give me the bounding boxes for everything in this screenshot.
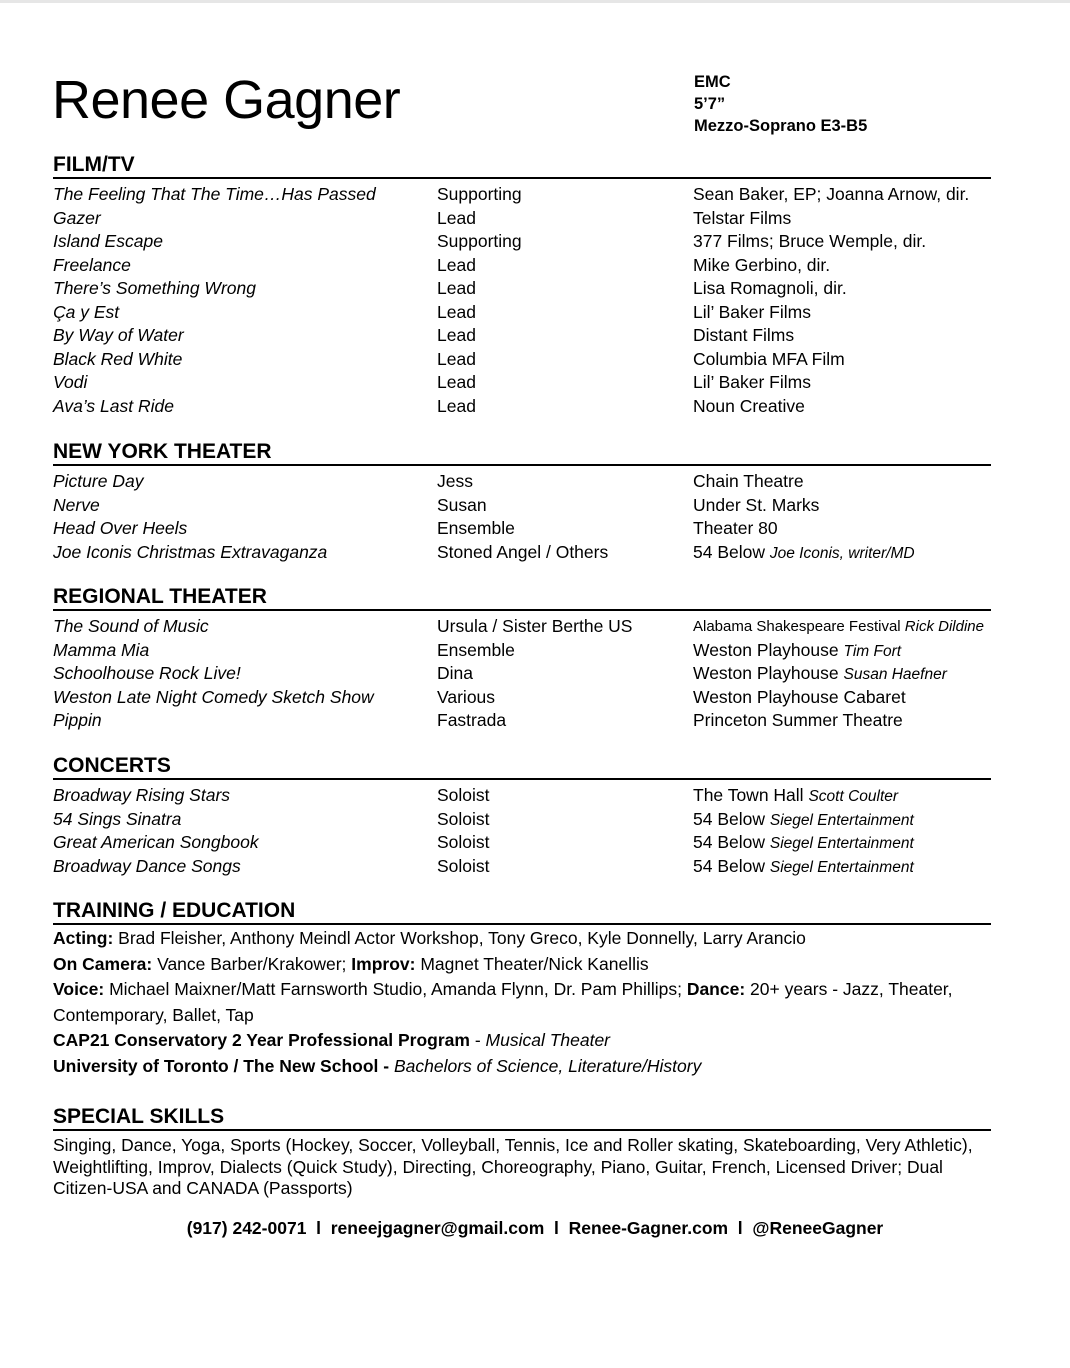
- training-text: Brad Fleisher, Anthony Meindl Actor Workshop, Tony Greco, Kyle Donnelly, Larry Arancio: [113, 928, 806, 948]
- training-text: Acting:: [53, 928, 114, 948]
- voice-type: Mezzo-Soprano E3-B5: [694, 117, 868, 135]
- credit-row: [53, 808, 991, 832]
- section-title: REGIONAL THEATER: [53, 585, 991, 611]
- director-note: Rick Dildine: [904, 618, 984, 635]
- company-name: 54 Below: [693, 541, 765, 562]
- project-title: Broadway Dance Songs: [53, 855, 241, 876]
- credit-row: [53, 686, 991, 710]
- company-name: Theater 80: [693, 518, 778, 538]
- role: Soloist: [437, 832, 490, 852]
- project-title: Mamma Mia: [53, 639, 150, 660]
- company: [693, 254, 830, 278]
- project-title: 54 Sings Sinatra: [53, 808, 182, 829]
- training-text: Dance:: [686, 979, 746, 999]
- credit-list: [53, 615, 991, 733]
- director-note: Siegel Entertainment: [769, 811, 914, 829]
- credit-row: [53, 615, 991, 639]
- skills-text: Singing, Dance, Yoga, Sports (Hockey, Soccer, Volleyball, Tennis, Ice and Roller skating, Skateboarding, Very Athletic), Weightlifting, Improv, Dialects (Quick Study), Directing, Choreography, Piano, Guitar, French, Licensed Driver; Dual Citizen-USA and CANADA (Passports): [53, 1135, 973, 1198]
- section-film-tv: [53, 153, 991, 418]
- training-text: CAP21 Conservatory 2 Year Professional Program: [53, 1030, 470, 1050]
- role: Lead: [437, 278, 476, 298]
- section-regional-theater: [53, 585, 991, 733]
- company-name: Sean Baker, EP; Joanna Arnow, dir.: [693, 184, 970, 204]
- project-title: Schoolhouse Rock Live!: [53, 663, 241, 683]
- role: Soloist: [437, 855, 490, 876]
- company: [693, 784, 898, 809]
- company: [693, 348, 845, 372]
- training-line: [53, 952, 991, 978]
- company: [693, 183, 969, 207]
- section-new-york-theater: [53, 440, 991, 564]
- credit-row: [53, 517, 991, 541]
- director-note: Siegel Entertainment: [769, 858, 914, 876]
- section-title: SPECIAL SKILLS: [53, 1105, 991, 1131]
- project-title: Pippin: [53, 710, 102, 730]
- project-title: Gazer: [53, 207, 101, 228]
- role: Soloist: [437, 808, 490, 829]
- credit-row: [53, 183, 991, 207]
- credit-row: [53, 662, 991, 686]
- role: Lead: [437, 207, 476, 228]
- project-title: Black Red White: [53, 348, 183, 369]
- company: [693, 831, 914, 856]
- separator: l: [728, 1218, 753, 1238]
- social-handle[interactable]: @ReneeGagner: [752, 1218, 884, 1238]
- company: [693, 395, 805, 419]
- director-note: Susan Haefner: [843, 666, 947, 683]
- project-title: Joe Iconis Christmas Extravaganza: [53, 541, 328, 562]
- company-name: Chain Theatre: [693, 471, 804, 491]
- company-name: Lisa Romagnoli, dir.: [693, 278, 847, 298]
- training-text: Vance Barber/Krakower;: [152, 953, 352, 974]
- project-title: Great American Songbook: [53, 832, 259, 852]
- company: [693, 517, 778, 541]
- credit-list: [53, 183, 991, 418]
- company: [693, 662, 947, 687]
- credit-row: [53, 470, 991, 494]
- separator: l: [306, 1218, 331, 1238]
- role: Susan: [437, 494, 487, 515]
- section-title: FILM/TV: [53, 153, 991, 179]
- project-title: Vodi: [53, 372, 88, 392]
- company-name: Noun Creative: [693, 395, 805, 416]
- company: [693, 301, 811, 325]
- company: [693, 808, 914, 833]
- credit-list: [53, 784, 991, 878]
- credit-row: [53, 207, 991, 231]
- project-title: Broadway Rising Stars: [53, 785, 231, 805]
- training-text: Improv:: [351, 953, 416, 974]
- training-line: [53, 1054, 991, 1080]
- company-name: Weston Playhouse Cabaret: [693, 686, 906, 707]
- credit-row: [53, 324, 991, 348]
- company-name: 54 Below: [693, 855, 765, 876]
- project-title: Nerve: [53, 494, 100, 515]
- company-name: 54 Below: [693, 832, 765, 852]
- role: Lead: [437, 254, 476, 275]
- training-text: Michael Maixner/Matt Farnsworth Studio, Amanda Flynn, Dr. Pam Phillips;: [104, 979, 687, 999]
- credit-list: [53, 470, 991, 564]
- role: Lead: [437, 301, 476, 322]
- company-name: Alabama Shakespeare Festival: [693, 618, 901, 635]
- training-text: 20+ years - Jazz, Theater, Contemporary, Ballet, Tap: [53, 979, 958, 1025]
- company-name: Weston Playhouse: [693, 663, 839, 683]
- project-title: By Way of Water: [53, 325, 184, 345]
- role: Various: [437, 686, 496, 707]
- training-text: Musical Theater: [485, 1030, 611, 1050]
- project-title: Picture Day: [53, 471, 144, 491]
- company: [693, 324, 794, 348]
- company-name: Under St. Marks: [693, 494, 820, 515]
- credit-row: [53, 277, 991, 301]
- project-title: Island Escape: [53, 231, 163, 251]
- project-title: Head Over Heels: [53, 518, 188, 538]
- project-title: Weston Late Night Comedy Sketch Show: [53, 686, 374, 707]
- skills-section: [53, 1105, 991, 1200]
- company-name: Telstar Films: [693, 207, 792, 228]
- director-note: Siegel Entertainment: [769, 835, 914, 852]
- section-title: TRAINING / EDUCATION: [53, 899, 991, 925]
- project-title: Ava’s Last Ride: [53, 395, 174, 416]
- training-section: [53, 899, 991, 1079]
- email-link[interactable]: reneejgagner@gmail.com: [330, 1218, 545, 1238]
- company: [693, 494, 819, 518]
- phone: (917) 242-0071: [186, 1218, 307, 1238]
- credit-row: [53, 709, 991, 733]
- section-concerts: [53, 754, 991, 878]
- company-name: The Town Hall: [693, 785, 804, 805]
- role: Lead: [437, 395, 476, 416]
- credit-row: [53, 784, 991, 808]
- role: Lead: [437, 325, 476, 345]
- role: Fastrada: [437, 710, 507, 730]
- credit-row: [53, 348, 991, 372]
- company: [693, 470, 804, 494]
- actor-name: Renee Gagner: [52, 70, 401, 130]
- director-note: Tim Fort: [843, 642, 902, 660]
- role: Ensemble: [437, 639, 515, 660]
- role: Supporting: [437, 231, 522, 251]
- training-text: Magnet Theater/Nick Kanellis: [415, 953, 649, 974]
- company-name: Mike Gerbino, dir.: [693, 254, 831, 275]
- training-text: On Camera:: [53, 953, 153, 974]
- company-name: Lil’ Baker Films: [693, 372, 811, 392]
- credit-row: [53, 639, 991, 663]
- company-name: 54 Below: [693, 808, 765, 829]
- union-status: EMC: [694, 73, 731, 91]
- project-title: The Feeling That The Time…Has Passed: [53, 184, 376, 204]
- project-title: The Sound of Music: [53, 616, 209, 636]
- company-name: Weston Playhouse: [693, 639, 839, 660]
- training-text: -: [469, 1030, 486, 1050]
- contact-footer: [0, 1218, 1070, 1239]
- credit-row: [53, 301, 991, 325]
- training-line: [53, 926, 991, 952]
- credit-row: [53, 494, 991, 518]
- role: Jess: [437, 471, 473, 491]
- role: Lead: [437, 372, 476, 392]
- credit-row: [53, 541, 991, 565]
- company-name: Distant Films: [693, 325, 795, 345]
- credit-row: [53, 371, 991, 395]
- company-name: Princeton Summer Theatre: [693, 710, 903, 730]
- company: [693, 371, 811, 395]
- project-title: Freelance: [53, 254, 131, 275]
- company: [693, 277, 847, 301]
- role: Soloist: [437, 785, 490, 805]
- company: [693, 230, 926, 254]
- company-name: 377 Films; Bruce Wemple, dir.: [693, 231, 927, 251]
- company: [693, 639, 901, 664]
- height: 5’7”: [694, 95, 726, 113]
- role: Ensemble: [437, 518, 515, 538]
- company: [693, 855, 914, 880]
- credit-row: [53, 254, 991, 278]
- separator: l: [544, 1218, 569, 1238]
- training-text: University of Toronto / The New School -: [53, 1055, 390, 1076]
- training-text: Bachelors of Science, Literature/History: [393, 1055, 702, 1076]
- company-name: Columbia MFA Film: [693, 348, 845, 369]
- role: Stoned Angel / Others: [437, 541, 609, 562]
- training-text: Voice:: [53, 979, 105, 999]
- credit-row: [53, 395, 991, 419]
- training-line: [53, 977, 991, 1028]
- director-note: Joe Iconis, writer/MD: [769, 544, 915, 562]
- training-line: [53, 1028, 991, 1054]
- credit-row: [53, 230, 991, 254]
- role: Dina: [437, 663, 473, 683]
- company-name: Lil’ Baker Films: [693, 301, 811, 322]
- company: [693, 709, 903, 733]
- company: [693, 541, 915, 566]
- section-title: CONCERTS: [53, 754, 991, 780]
- website-link[interactable]: Renee-Gagner.com: [568, 1218, 729, 1238]
- actor-stats: [694, 71, 867, 137]
- credit-row: [53, 831, 991, 855]
- director-note: Scott Coulter: [808, 788, 899, 805]
- company: [693, 615, 984, 639]
- company: [693, 207, 791, 231]
- section-title: NEW YORK THEATER: [53, 440, 991, 466]
- company: [693, 686, 906, 710]
- project-title: Ça y Est: [53, 301, 120, 322]
- role: Lead: [437, 348, 476, 369]
- credit-row: [53, 855, 991, 879]
- role: Supporting: [437, 184, 522, 204]
- project-title: There’s Something Wrong: [53, 278, 256, 298]
- role: Ursula / Sister Berthe US: [437, 616, 633, 636]
